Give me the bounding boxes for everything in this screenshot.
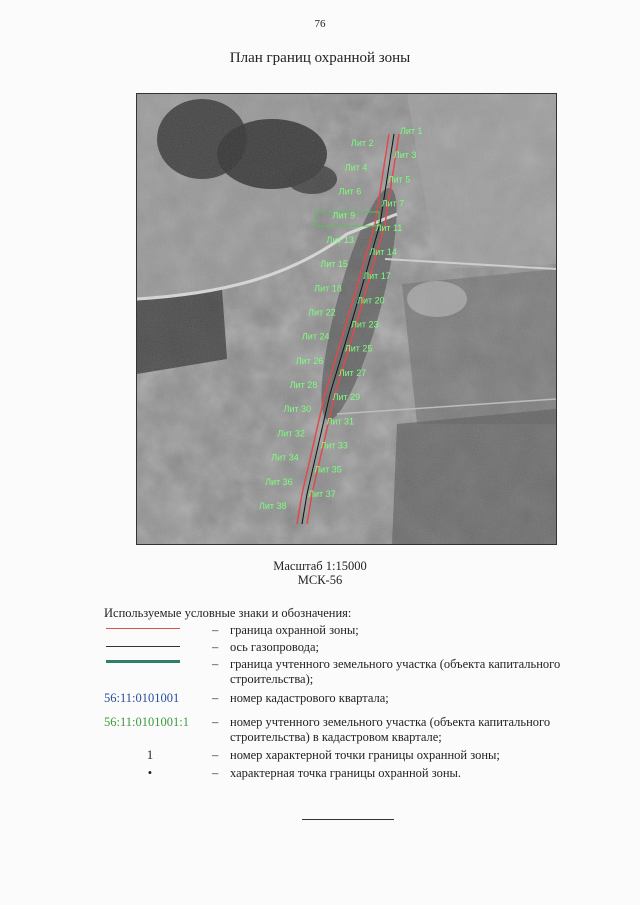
- footer-rule: [302, 819, 394, 820]
- legend-dash: –: [212, 748, 219, 762]
- point-label: Лит 4: [344, 162, 368, 173]
- legend-title: Используемые условные знаки и обозначения:: [104, 606, 352, 620]
- point-label: Лит 23: [350, 319, 379, 330]
- point-label: Лит 5: [387, 174, 411, 185]
- parcel-number-symbol: 56:11:0101001:1: [104, 715, 189, 729]
- point-label: Лит 36: [265, 476, 293, 487]
- point-label: Лит 1: [400, 126, 423, 136]
- cadastral-quarter-symbol: 56:11:0101001: [104, 691, 180, 705]
- point-label: Лит 18: [314, 283, 342, 294]
- legend-dash: –: [212, 691, 219, 705]
- satellite-map: [136, 93, 557, 545]
- legend-dash: –: [212, 766, 219, 780]
- point-label: Лит 3: [393, 150, 417, 161]
- point-label: Лит 28: [289, 380, 318, 391]
- point-label: Лит 35: [314, 464, 342, 475]
- legend-desc: номер учтенного земельного участка (объекта капитального строительства) в кадастровом квартале;: [230, 715, 551, 744]
- point-label: Лит 37: [308, 488, 336, 499]
- point-label: Лит 14: [369, 246, 397, 257]
- legend-dash: –: [212, 623, 219, 637]
- point-label: Лит 17: [363, 271, 391, 282]
- legend-dash: –: [212, 715, 219, 729]
- page-title: План границ охранной зоны: [229, 50, 411, 66]
- point-label: Лит 25: [344, 343, 373, 354]
- legend-desc: номер характерной точки границы охранной зоны;: [230, 748, 500, 762]
- point-label: Лит 29: [332, 392, 361, 403]
- legend-desc: номер кадастрового квартала;: [230, 691, 389, 705]
- legend-dash: –: [212, 640, 219, 654]
- legend-desc: граница учтенного земельного участка (объекта капитального строительства);: [230, 657, 561, 686]
- point-label: Лит 9: [332, 210, 356, 221]
- legend-desc: граница охранной зоны;: [230, 623, 359, 637]
- point-number-symbol: 1: [146, 748, 154, 762]
- point-label: Лит 26: [295, 355, 324, 366]
- point-label: Лит 30: [283, 404, 312, 415]
- point-label: Лит 33: [320, 440, 348, 451]
- point-label: Лит 31: [326, 416, 355, 427]
- coordinate-system: МСК-56: [297, 573, 343, 587]
- point-label: Лит 24: [301, 331, 330, 342]
- legend-desc: характерная точка границы охранной зоны.: [230, 766, 462, 780]
- parcel-boundary-line-symbol: [106, 660, 180, 663]
- point-label: Лит 15: [320, 259, 348, 270]
- scale-block: [0, 559, 640, 587]
- point-label: Лит 7: [381, 198, 405, 209]
- zone-boundary-line-symbol: [106, 628, 180, 629]
- map-image: [137, 94, 556, 544]
- legend-desc: ось газопровода;: [230, 640, 320, 654]
- point-label: Лит 22: [308, 307, 336, 318]
- point-label: Лит 20: [357, 295, 385, 306]
- point-label: Лит 2: [350, 138, 374, 149]
- point-label: Лит 38: [259, 501, 287, 511]
- point-label: Лит 13: [326, 234, 354, 245]
- point-label: Лит 32: [277, 428, 305, 439]
- scale-ratio: Масштаб 1:15000: [273, 559, 367, 573]
- point-marker-symbol: •: [147, 766, 153, 780]
- point-label: Лит 34: [271, 452, 299, 463]
- point-label: Лит 11: [375, 222, 403, 233]
- point-label: Лит 6: [338, 186, 362, 197]
- pipeline-axis-line-symbol: [106, 646, 180, 647]
- legend-dash: –: [212, 657, 219, 671]
- point-label: Лит 27: [338, 367, 367, 378]
- page-number: 76: [314, 18, 326, 30]
